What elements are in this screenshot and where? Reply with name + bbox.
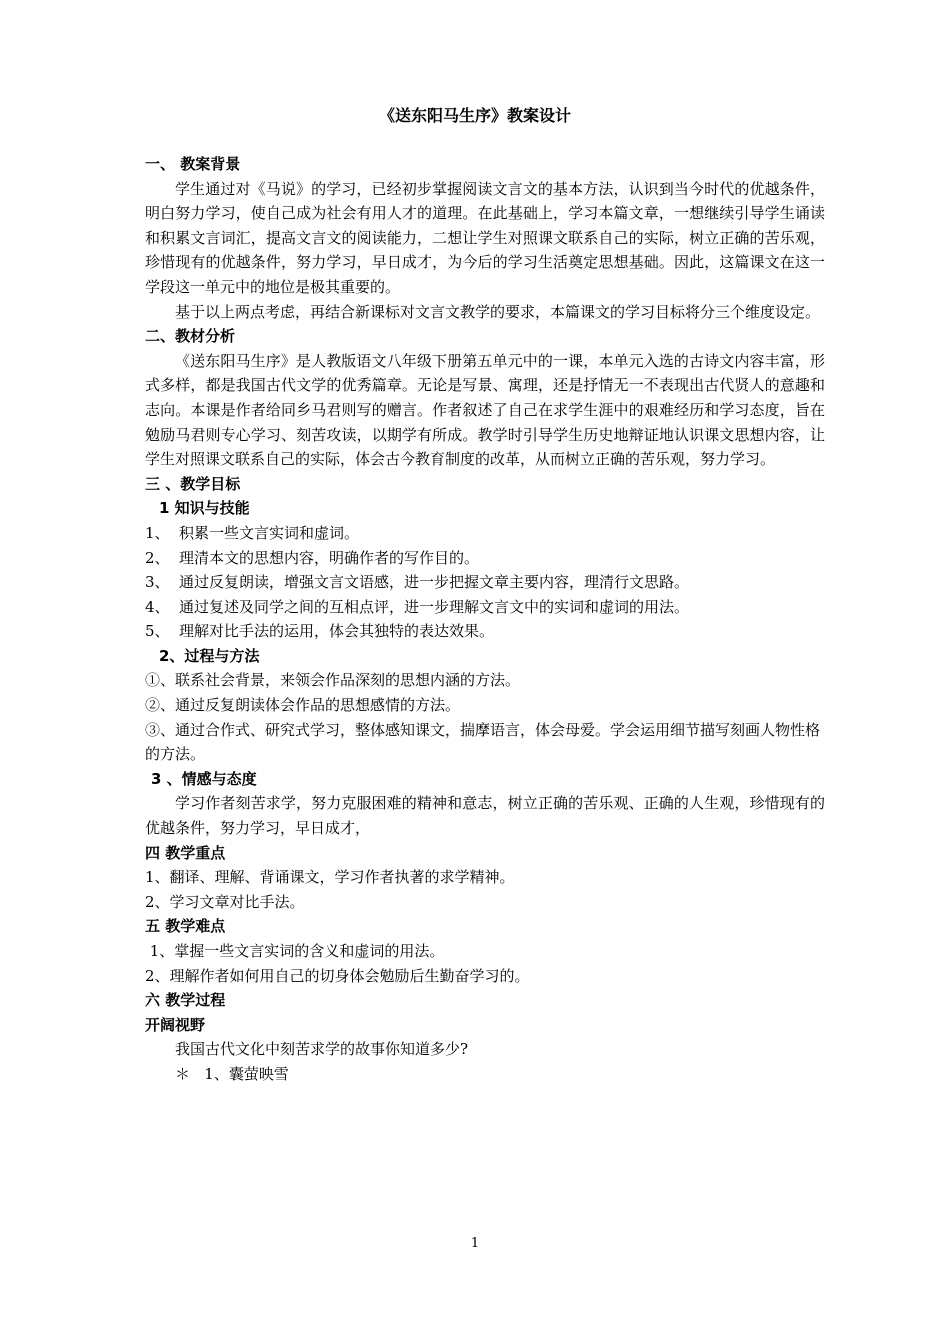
background-paragraph-2: 基于以上两点考虑，再结合新课标对文言文教学的要求，本篇课文的学习目标将分三个维度设定。 bbox=[175, 302, 821, 321]
section-heading-process: 六 教学过程 bbox=[145, 991, 226, 1010]
list-item: 1、掌握一些文言实词的含义和虚词的用法。 bbox=[145, 942, 445, 960]
section-heading-goals: 三 、教学目标 bbox=[145, 474, 241, 493]
star-list-item: ＊ 1、囊萤映雪 bbox=[175, 1064, 289, 1083]
list-item: 2、理解作者如何用自己的切身体会勉励后生勤奋学习的。 bbox=[145, 966, 530, 985]
list-item-text: 通过复述及同学之间的互相点评，进一步理解文言文中的实词和虚词的用法。 bbox=[179, 597, 690, 616]
goals-subheading-emotion: 3 、情感与态度 bbox=[151, 769, 257, 788]
list-item: ②、通过反复朗读体会作品的思想感情的方法。 bbox=[145, 696, 461, 715]
page-number: 1 bbox=[470, 1236, 480, 1251]
list-item-number: 1、 bbox=[145, 523, 170, 542]
section-heading-key-points: 四 教学重点 bbox=[145, 843, 226, 862]
list-item-text: 积累一些文言实词和虚词。 bbox=[179, 523, 360, 542]
list-item bbox=[145, 595, 825, 620]
list-item-number: 4、 bbox=[145, 597, 170, 616]
list-item-text: 理清本文的思想内容，明确作者的写作目的。 bbox=[179, 548, 480, 567]
list-item-text: 理解对比手法的运用，体会其独特的表达效果。 bbox=[179, 622, 495, 641]
material-paragraph: 《送东阳马生序》是人教版语文八年级下册第五单元中的一课，本单元入选的古诗文内容丰富，形式多样，都是我国古代文学的优秀篇章。无论是写景、寓理，还是抒情无一不表现出古代贤人的意趣和志向。本课是作者给同乡马君则写的赠言。作者叙述了自己在求学生涯中的艰难经历和学习态度，旨在勉励马君则专心学习、刻苦攻读，以期学有所成。教学时引导学生历史地辩证地认识课文思想内容，让学生对照课文联系自己的实际，体会古今教育制度的改革，从而树立正确的苦乐观，努力学习。 bbox=[145, 351, 825, 469]
list-item-number: 5、 bbox=[145, 622, 170, 641]
list-item: 1、翻译、理解、背诵课文，学习作者执著的求学精神。 bbox=[145, 868, 515, 887]
section-heading-difficulties: 五 教学难点 bbox=[145, 917, 226, 936]
goals-subheading-process: 2、过程与方法 bbox=[159, 646, 260, 665]
section-heading-material: 二、教材分析 bbox=[145, 327, 236, 346]
background-paragraph-1: 学生通过对《马说》的学习，已经初步掌握阅读文言文的基本方法，认识到当今时代的优越条件，明白努力学习，使自己成为社会有用人才的道理。在此基础上，学习本篇文章，一想继续引导学生诵读和积累文言词汇，提高文言文的阅读能力，二想让学生对照课文联系自己的实际，树立正确的苦乐观，珍惜现有的优越条件，努力学习，早日成才，为今后的学习生活奠定思想基础。因此，这篇课文在这一学段这一单元中的地位是极其重要的。 bbox=[145, 179, 825, 296]
document-body bbox=[145, 152, 825, 1087]
list-item bbox=[145, 619, 825, 644]
list-item-text: 通过反复朗读，增强文言文语感，进一步把握文章主要内容，理清行文思路。 bbox=[179, 573, 690, 592]
list-item bbox=[145, 570, 825, 595]
process-paragraph: 我国古代文化中刻苦求学的故事你知道多少? bbox=[175, 1040, 469, 1059]
list-item bbox=[145, 521, 825, 546]
process-subheading: 开阔视野 bbox=[145, 1015, 206, 1034]
goals-subheading-knowledge: 1 知识与技能 bbox=[159, 499, 250, 518]
document-title: 《送东阳马生序》教案设计 bbox=[378, 106, 571, 125]
list-item: 2、学习文章对比手法。 bbox=[145, 892, 305, 911]
list-item-number: 2、 bbox=[145, 548, 170, 567]
emotion-paragraph: 学习作者刻苦求学，努力克服困难的精神和意志，树立正确的苦乐观、正确的人生观，珍惜现有的优越条件，努力学习，早日成才， bbox=[145, 794, 825, 838]
list-item-number: 3、 bbox=[145, 573, 170, 592]
section-heading-background: 一、 教案背景 bbox=[145, 155, 241, 173]
list-item bbox=[145, 546, 825, 571]
list-item: ③、通过合作式、研究式学习，整体感知课文，揣摩语言，体会母爱。学会运用细节描写刻画人物性格的方法。 bbox=[145, 720, 821, 764]
list-item: ①、联系社会背景，来领会作品深刻的思想内涵的方法。 bbox=[145, 671, 521, 690]
